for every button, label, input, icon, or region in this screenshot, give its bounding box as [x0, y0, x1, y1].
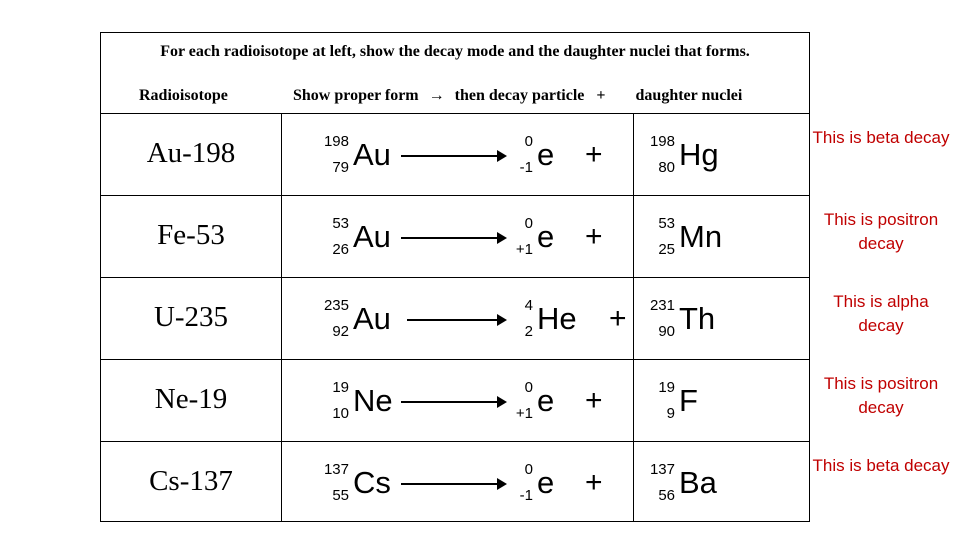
parent-nuclide: [332, 215, 391, 258]
decay-particle-atomic: -1: [519, 159, 533, 176]
parent-nuclide-atomic: 10: [332, 405, 349, 422]
daughter-nuclide-symbol: F: [679, 383, 698, 418]
isotope-name: Ne-19: [154, 383, 228, 415]
isotope-name: U-235: [153, 301, 229, 333]
plus-sign: +: [609, 302, 627, 335]
decay-particle-mass: 4: [524, 297, 533, 314]
daughter-nuclide-mass: 231: [649, 297, 675, 314]
decay-particle-mass: 0: [524, 215, 533, 232]
daughter-nuclide-mass: 137: [649, 461, 675, 478]
decay-particle-symbol: e: [537, 383, 555, 418]
decay-arrow: [407, 319, 505, 321]
parent-nuclide-mass: 19: [332, 379, 349, 396]
decay-particle-mass: 0: [524, 133, 533, 150]
decay-particle: [515, 215, 555, 258]
table-row: [101, 441, 809, 523]
daughter-nuclide: [658, 215, 723, 258]
table-row: [101, 277, 809, 359]
decay-particle: [524, 297, 577, 340]
decay-type-note: This is beta decay: [812, 128, 950, 147]
isotope-name: Cs-137: [149, 465, 233, 497]
parent-nuclide: [323, 133, 391, 176]
daughter-nuclide-atomic: 90: [658, 323, 675, 340]
parent-nuclide: [332, 379, 393, 422]
parent-nuclide-mass: 198: [323, 133, 349, 150]
daughter-nuclide-symbol: Ba: [679, 465, 717, 500]
decay-type-note: This is positron decay: [823, 210, 939, 253]
parent-nuclide-atomic: 92: [332, 323, 349, 340]
plus-sign: +: [585, 138, 603, 171]
plus-sign: +: [585, 220, 603, 253]
decay-particle: [519, 133, 555, 176]
decay-arrow: [401, 483, 505, 485]
header-radioisotope: Radioisotope: [139, 87, 228, 104]
table-row: [101, 113, 809, 195]
daughter-nuclide-atomic: 25: [658, 241, 675, 258]
daughter-nuclide: [649, 461, 717, 504]
daughter-nuclide-mass: 19: [658, 379, 675, 396]
decay-particle-mass: 0: [524, 461, 533, 478]
header-particle-label: then decay particle: [454, 87, 585, 104]
decay-particle-symbol: e: [537, 219, 555, 254]
decay-particle-symbol: e: [537, 137, 555, 172]
header-plus: +: [596, 87, 606, 104]
daughter-nuclide-atomic: 9: [666, 405, 675, 422]
header-daughter-label: daughter nuclei: [635, 87, 743, 104]
parent-nuclide-symbol: Cs: [353, 465, 391, 500]
decay-table: [100, 32, 810, 522]
daughter-nuclide-symbol: Mn: [679, 219, 723, 254]
parent-nuclide: [323, 297, 391, 340]
plus-sign: +: [585, 384, 603, 417]
decay-particle-mass: 0: [524, 379, 533, 396]
header-form-label: Show proper form: [293, 87, 419, 104]
decay-particle-atomic: +1: [515, 405, 533, 422]
daughter-nuclide-mass: 53: [658, 215, 675, 232]
parent-nuclide-atomic: 26: [332, 241, 349, 258]
decay-particle-symbol: e: [537, 465, 555, 500]
decay-particle-atomic: +1: [515, 241, 533, 258]
parent-nuclide-symbol: Au: [353, 301, 391, 336]
parent-nuclide: [323, 461, 391, 504]
decay-particle-atomic: -1: [519, 487, 533, 504]
table-row: [101, 359, 809, 441]
parent-nuclide-symbol: Au: [353, 219, 391, 254]
daughter-nuclide: [649, 297, 716, 340]
parent-nuclide-mass: 53: [332, 215, 349, 232]
isotope-name: Au-198: [146, 137, 236, 169]
daughter-nuclide: [649, 133, 719, 176]
parent-nuclide-symbol: Ne: [353, 383, 393, 418]
daughter-nuclide-atomic: 56: [658, 487, 675, 504]
header-form: [293, 87, 742, 105]
daughter-nuclide-mass: 198: [649, 133, 675, 150]
decay-particle: [519, 461, 555, 504]
page-title: For each radioisotope at left, show the decay mode and the daughter nuclei that forms.: [160, 43, 750, 60]
decay-arrow: [401, 237, 505, 239]
decay-particle: [515, 379, 555, 422]
decay-particle-symbol: He: [537, 301, 577, 336]
decay-arrow: [401, 155, 505, 157]
parent-nuclide-mass: 235: [323, 297, 349, 314]
decay-arrow: [401, 401, 505, 403]
parent-nuclide-mass: 137: [323, 461, 349, 478]
plus-sign: +: [585, 466, 603, 499]
table-row: [101, 195, 809, 277]
daughter-nuclide: [658, 379, 698, 422]
parent-nuclide-atomic: 55: [332, 487, 349, 504]
decay-type-note: This is beta decay: [812, 456, 950, 475]
header-arrow: →: [428, 87, 445, 104]
isotope-name: Fe-53: [157, 219, 225, 251]
daughter-nuclide-symbol: Hg: [679, 137, 719, 172]
daughter-nuclide-symbol: Th: [679, 301, 716, 336]
decay-type-note: This is alpha decay: [833, 292, 929, 335]
decay-type-note: This is positron decay: [823, 374, 939, 417]
daughter-nuclide-atomic: 80: [658, 159, 675, 176]
decay-particle-atomic: 2: [524, 323, 533, 340]
parent-nuclide-atomic: 79: [332, 159, 349, 176]
parent-nuclide-symbol: Au: [353, 137, 391, 172]
